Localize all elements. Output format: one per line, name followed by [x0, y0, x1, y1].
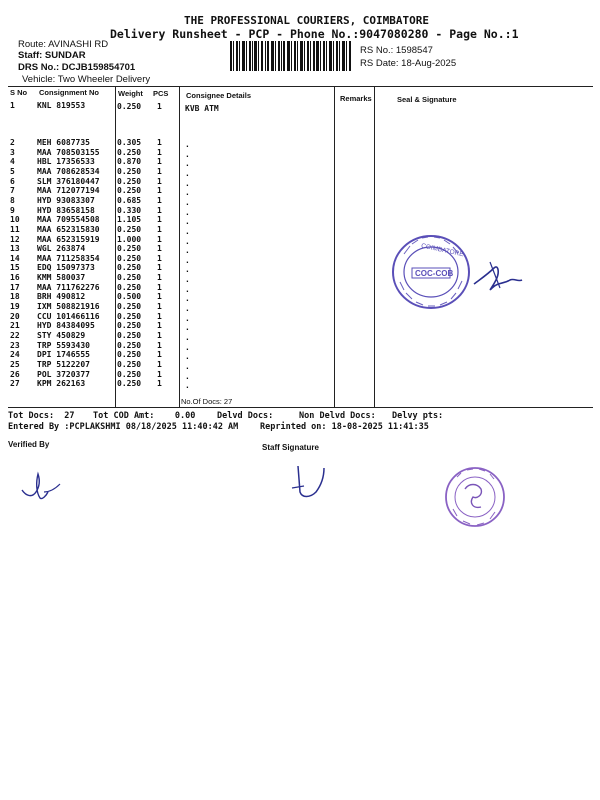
verified-by-label: Verified By [8, 440, 50, 449]
row-consignment: POL 3720377 [37, 369, 90, 379]
row-sno: 27 [10, 379, 20, 389]
row-consignee-dot: . [185, 178, 190, 188]
row-sno: 24 [10, 350, 20, 360]
row-pcs: 1 [157, 244, 162, 254]
row-consignee: KVB ATM [185, 104, 219, 113]
col-header-pcs: PCS [153, 89, 169, 98]
row-pcs: 1 [157, 157, 162, 167]
row-consignment: MAA 709554508 [37, 215, 100, 225]
row-weight: 1.000 [117, 234, 142, 244]
row-sno: 6 [10, 176, 15, 186]
row-weight: 1.105 [117, 215, 142, 225]
row-pcs: 1 [157, 186, 162, 196]
company-stamp [388, 232, 474, 312]
row-consignment: HYD 84384095 [37, 321, 95, 331]
row-consignment: MAA 712077194 [37, 186, 100, 196]
row-consignment: DPI 1746555 [37, 350, 90, 360]
delivered-docs: Delvd Docs: [217, 411, 274, 421]
row-weight: 0.250 [117, 350, 142, 360]
row-consignment: KNL 819553 [37, 101, 86, 110]
company-name: THE PROFESSIONAL COURIERS, COIMBATORE [184, 14, 430, 27]
row-weight: 0.250 [117, 340, 142, 350]
row-consignee-dot: . [185, 313, 190, 323]
row-pcs: 1 [157, 369, 162, 379]
row-sno: 25 [10, 360, 20, 369]
row-pcs: 1 [157, 195, 162, 205]
row-consignment: BRH 490812 [37, 292, 86, 302]
row-sno: 21 [10, 321, 20, 331]
row-consignment: EDQ 15097373 [37, 263, 95, 273]
col-header-remarks: Remarks [340, 94, 372, 103]
row-consignee-dot: . [185, 284, 190, 294]
row-weight: 0.250 [117, 311, 142, 321]
row-consignment: MAA 708628534 [37, 166, 100, 176]
col-header-seal: Seal & Signature [397, 95, 457, 104]
row-sno: 23 [10, 340, 20, 350]
row-sno: 19 [10, 302, 20, 312]
row-consignment: TRP 5593430 [37, 340, 90, 350]
row-sno: 13 [10, 244, 20, 254]
row-consignee-dot: . [185, 323, 190, 333]
row-pcs: 1 [157, 350, 162, 360]
table-row [0, 283, 330, 292]
row-pcs: 1 [157, 331, 162, 340]
row-consignee-dot: . [185, 294, 190, 304]
row-consignee-dot: . [185, 371, 190, 381]
row-weight: 0.250 [117, 331, 142, 340]
row-pcs: 1 [157, 234, 162, 244]
total-cod-amount: Tot COD Amt: 0.00 [93, 411, 196, 421]
row-weight: 0.250 [117, 360, 142, 369]
row-sno: 5 [10, 166, 15, 176]
rs-number: RS No.: 1598547 [360, 45, 433, 56]
row-pcs: 1 [157, 138, 162, 147]
row-consignment: STY 450829 [37, 331, 86, 340]
row-sno: 17 [10, 282, 20, 292]
table-row [0, 331, 330, 340]
row-consignee-dot: . [185, 188, 190, 198]
rs-date: RS Date: 18-Aug-2025 [360, 58, 457, 69]
row-consignee-dot: . [185, 226, 190, 236]
row-weight: 0.250 [117, 166, 142, 176]
row-pcs: 1 [157, 282, 162, 292]
row-consignment: HBL 17356533 [37, 157, 95, 167]
handwritten-signature [470, 258, 526, 298]
row-sno: 9 [10, 205, 15, 215]
row-pcs: 1 [157, 340, 162, 350]
row-sno: 20 [10, 311, 20, 321]
row-consignee-dot: . [185, 255, 190, 265]
table-row [0, 215, 330, 227]
row-sno: 15 [10, 263, 20, 273]
col-header-sno: S No [10, 88, 28, 97]
table-row [0, 244, 330, 256]
row-weight: 0.250 [117, 273, 142, 283]
row-weight: 0.250 [117, 102, 142, 111]
table-row [0, 148, 330, 157]
column-divider [374, 86, 375, 407]
delivery-points: Delvy pts: [392, 411, 444, 421]
row-consignee-dot: . [185, 149, 190, 159]
row-pcs: 1 [157, 253, 162, 263]
row-pcs: 1 [157, 215, 162, 225]
column-divider [334, 86, 335, 407]
table-top-border [8, 86, 593, 87]
row-consignee-dot: . [185, 236, 190, 246]
row-consignee-dot: . [185, 246, 190, 256]
row-consignee-dot: . [185, 352, 190, 362]
row-consignment: HYD 83658158 [37, 205, 95, 215]
row-sno: 14 [10, 253, 20, 263]
row-weight: 0.870 [117, 157, 142, 167]
row-sno: 18 [10, 292, 20, 302]
row-consignee-dot: . [185, 265, 190, 275]
row-sno: 11 [10, 224, 20, 234]
row-weight: 0.250 [117, 263, 142, 273]
row-sno: 26 [10, 369, 20, 379]
row-consignee-dot: . [185, 207, 190, 217]
row-pcs: 1 [157, 292, 162, 302]
row-pcs: 1 [157, 263, 162, 273]
row-weight: 0.330 [117, 205, 142, 215]
row-sno: 8 [10, 195, 15, 205]
row-consignment: MEH 6087735 [37, 138, 90, 147]
row-pcs: 1 [157, 166, 162, 176]
row-consignment: MAA 652315919 [37, 234, 100, 244]
col-header-consignment: Consignment No [39, 88, 99, 97]
row-pcs: 1 [157, 147, 162, 157]
table-row [0, 302, 330, 314]
row-consignee-dot: . [185, 342, 190, 352]
row-sno: 7 [10, 186, 15, 196]
row-consignee-dot: . [185, 159, 190, 169]
row-weight: 0.250 [117, 321, 142, 331]
row-weight: 0.250 [117, 186, 142, 196]
table-row [0, 225, 330, 234]
drs-number: DRS No.: DCJB159854701 [18, 62, 136, 73]
row-weight: 0.250 [117, 224, 142, 234]
row-consignment: IXM 508821916 [37, 302, 100, 312]
no-of-docs: No.Of Docs: 27 [181, 397, 233, 406]
row-pcs: 1 [157, 321, 162, 331]
row-sno: 2 [10, 138, 15, 147]
col-header-weight: Weight [118, 89, 143, 98]
row-weight: 0.500 [117, 292, 142, 302]
table-row [0, 321, 330, 333]
row-consignment: MAA 708503155 [37, 147, 100, 157]
row-consignment: MAA 711762276 [37, 282, 100, 292]
table-row [0, 360, 330, 369]
row-sno: 4 [10, 157, 15, 167]
row-pcs: 1 [157, 102, 162, 111]
row-weight: 0.250 [117, 176, 142, 186]
row-consignment: KMM 580037 [37, 273, 86, 283]
row-consignment: SLM 376180447 [37, 176, 100, 186]
row-consignment: CCU 101466116 [37, 311, 100, 321]
row-pcs: 1 [157, 176, 162, 186]
row-weight: 0.685 [117, 195, 142, 205]
row-consignee-dot: . [185, 217, 190, 227]
row-weight: 0.250 [117, 253, 142, 263]
row-weight: 0.250 [117, 244, 142, 254]
row-sno: 1 [10, 101, 15, 110]
row-sno: 22 [10, 331, 20, 340]
row-consignee-dot: . [185, 333, 190, 342]
table-row [0, 177, 330, 186]
staff-label: Staff: SUNDAR [18, 50, 86, 61]
stamp-top-text: COIMBATORE [420, 242, 465, 259]
row-consignee-dot: . [185, 275, 190, 285]
table-row [0, 101, 330, 113]
row-consignee-dot: . [185, 362, 190, 371]
row-consignment: MAA 711258354 [37, 253, 100, 263]
vehicle-label: Vehicle: Two Wheeler Delivery [22, 74, 151, 85]
row-sno: 10 [10, 215, 20, 225]
row-consignment: MAA 652315830 [37, 224, 100, 234]
route-label: Route: AVINASHI RD [18, 39, 109, 50]
row-pcs: 1 [157, 302, 162, 312]
row-weight: 0.305 [117, 138, 142, 147]
office-stamp [443, 463, 507, 533]
row-consignee-dot: . [185, 140, 190, 149]
table-row [0, 292, 330, 304]
stamp-center-text: COC-COB [415, 269, 454, 278]
row-pcs: 1 [157, 224, 162, 234]
table-row [0, 206, 330, 215]
total-docs: Tot Docs: 27 [8, 411, 75, 421]
row-consignee-dot: . [185, 197, 190, 207]
non-delivered-docs: Non Delvd Docs: [299, 411, 376, 421]
table-row [0, 312, 330, 321]
table-row [0, 235, 330, 244]
col-header-consignee: Consignee Details [186, 91, 252, 100]
verifier-signature [18, 470, 64, 504]
row-weight: 0.250 [117, 369, 142, 379]
row-pcs: 1 [157, 273, 162, 283]
table-row [0, 350, 330, 362]
row-consignment: HYD 93083307 [37, 195, 95, 205]
table-bottom-border [8, 407, 593, 408]
row-pcs: 1 [157, 360, 162, 369]
staff-signature-label: Staff Signature [262, 443, 319, 452]
table-row [0, 379, 330, 391]
row-consignee-dot: . [185, 168, 190, 178]
row-weight: 0.250 [117, 282, 142, 292]
table-row [0, 138, 330, 147]
table-row [0, 186, 330, 198]
table-row [0, 273, 330, 285]
barcode-image [230, 41, 352, 71]
row-weight: 0.250 [117, 147, 142, 157]
table-row [0, 370, 330, 379]
row-weight: 0.250 [117, 302, 142, 312]
entered-by: Entered By :PCPLAKSHMI 08/18/2025 11:40:42 AM [8, 422, 239, 432]
row-consignee-dot: . [185, 381, 190, 391]
row-consignment: KPM 262163 [37, 379, 86, 389]
table-row [0, 196, 330, 205]
table-row [0, 157, 330, 169]
table-row [0, 167, 330, 176]
row-sno: 3 [10, 147, 15, 157]
staff-signature [290, 462, 334, 502]
row-sno: 12 [10, 234, 20, 244]
table-row [0, 341, 330, 350]
row-pcs: 1 [157, 379, 162, 389]
row-pcs: 1 [157, 311, 162, 321]
row-consignee-dot: . [185, 304, 190, 314]
row-pcs: 1 [157, 205, 162, 215]
table-row [0, 263, 330, 275]
table-row [0, 254, 330, 263]
runsheet-title: Delivery Runsheet - PCP - Phone No.:9047080280 - Page No.:1 [110, 27, 519, 41]
row-consignment: TRP 5122207 [37, 360, 90, 369]
row-sno: 16 [10, 273, 20, 283]
row-weight: 0.250 [117, 379, 142, 389]
row-consignment: WGL 263874 [37, 244, 86, 254]
reprinted-on: Reprinted on: 18-08-2025 11:41:35 [260, 422, 429, 432]
